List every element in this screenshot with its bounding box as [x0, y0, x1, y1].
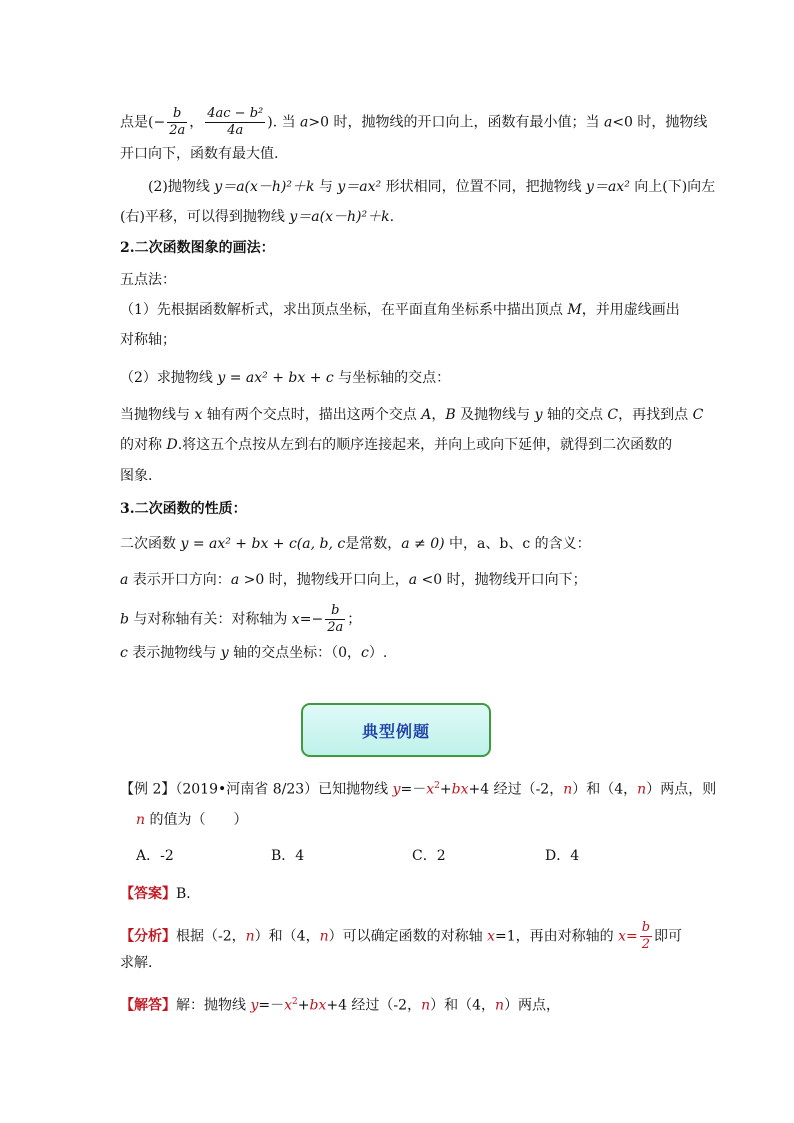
paragraph-line: 对称轴；: [120, 332, 176, 348]
paragraph-line: 开口向下，函数有最大值.: [120, 146, 279, 162]
option-d: D．4: [545, 848, 580, 864]
translation-line: (2)抛物线 y＝a(x－h)²＋k 与 y＝ax² 形状相同，位置不同，把抛物线 y＝ax² 向上(下)向左: [148, 179, 716, 195]
option-a: A．-2: [136, 848, 174, 864]
quadratic-definition-line: 二次函数 y = ax² + bx + c(a, b, c是常数，a ≠ 0) 中，a、b、c 的含义：: [120, 536, 591, 552]
paragraph-line: 五点法：: [120, 272, 176, 288]
coefficient-a-line: a 表示开口方向：a >0 时，抛物线开口向上，a <0 时，抛物线开口向下；: [120, 572, 587, 588]
solution-line: 【解答】解：抛物线 $y=-x^2+bx+4$ 经过（-2，n）和（4，n）两点，: [120, 997, 561, 1014]
option-c: C．2: [412, 848, 446, 864]
fraction-vertex-y: $\frac{\text{4ac − b²}}{4a}$: [207, 106, 264, 138]
solution-tag: 【解答】: [120, 997, 176, 1014]
paragraph-line: 图象.: [120, 468, 153, 484]
intersection-line: 当抛物线与 x 轴有两个交点时，描出这两个交点 A，B 及抛物线与 y 轴的交点 C，再找到点 C: [120, 407, 704, 423]
example-question-line: 【例 2】（2019•河南省 8/23）已知抛物线 $y=-x^2+bx+4$ 经过（-2，n）和（4，n）两点，则: [120, 781, 717, 798]
symmetric-point-line: 的对称 D.将这五个点按从左到右的顺序连接起来，并向上或向下延伸，就得到二次函数的: [120, 437, 673, 453]
step-2-line: （2）求抛物线 y = ax² + bx + c 与坐标轴的交点：: [120, 370, 451, 386]
coefficient-b-line: b 与对称轴有关：对称轴为 x=− $\frac{b}{2a}$ ；: [120, 603, 362, 635]
banner-label: 典型例题: [361, 721, 430, 741]
answer-line: 【答案】B．: [120, 886, 201, 902]
coefficient-c-line: c 表示抛物线与 y 轴的交点坐标：（0，c）.: [120, 645, 388, 661]
analysis-line: 【分析】根据（-2，n）和（4，n）可以确定函数的对称轴 x=1，再由对称轴的 x= $\frac{b}{2}$ 即可: [120, 920, 683, 952]
analysis-line-2: 求解.: [120, 955, 153, 971]
section-title-properties: 3.二次函数的性质：: [120, 501, 247, 517]
answer-tag: 【答案】: [120, 886, 176, 902]
option-b: B．4: [271, 848, 305, 864]
fraction-b-over-2a: $\frac{b}{2a}$: [169, 106, 186, 138]
fraction-b-over-2: $\frac{b}{2}$: [641, 920, 651, 952]
vertex-formula-line: 点是(− $\frac{b}{2a}$ ， $\frac{\text{4ac − b²}}{4a}$ ). 当 a>0 时，抛物线的开口向上，函数有最小值；当 a<0 时，抛物线: [120, 106, 708, 138]
example-question-line-2: n 的值为（ ）: [136, 812, 248, 828]
section-title-drawing: 2.二次函数图象的画法：: [120, 240, 275, 256]
fraction-b-over-2a: $\frac{b}{2a}$: [327, 603, 344, 635]
analysis-tag: 【分析】: [120, 928, 176, 945]
translation-line-2: (右)平移，可以得到抛物线 y＝a(x－h)²＋k.: [120, 209, 395, 225]
step-1-line: （1）先根据函数解析式，求出顶点坐标，在平面直角坐标系中描出顶点 M，并用虚线画出: [120, 302, 680, 318]
typical-examples-banner: [301, 703, 491, 757]
text: 点是(−: [120, 114, 166, 131]
